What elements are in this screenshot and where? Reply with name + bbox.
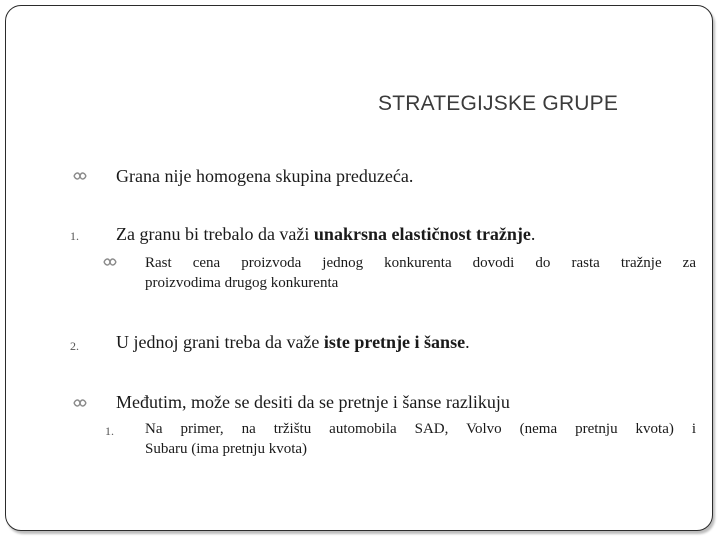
sub-item-line-2: proizvodima drugog konkurenta — [145, 275, 339, 291]
bullet-icon — [73, 171, 87, 181]
sub-item-line-2: Subaru (ima pretnju kvota) — [145, 441, 308, 457]
sub-item-line-1: Na primer, na tržištu automobila SAD, Volvo (nema pretnju kvota) i — [145, 421, 696, 437]
sub-item — [145, 419, 696, 459]
list-item-2 — [116, 224, 535, 245]
item-text: U jednoj grani treba da važe — [116, 332, 324, 352]
item-text-end: . — [465, 332, 470, 352]
list-number: 1. — [105, 424, 114, 438]
slide-title: STRATEGIJSKE GRUPE — [378, 92, 619, 115]
item-bold-text: iste pretnje i šanse — [323, 332, 466, 352]
item-bold-text: unakrsna elastičnost tražnje — [313, 224, 531, 244]
bullet-icon — [73, 398, 87, 408]
list-number: 1. — [70, 229, 79, 243]
sub-item-line-1: Rast cena proizvoda jednog konkurenta dovodi do rasta tražnje za — [145, 255, 696, 271]
list-item-4: Međutim, može se desiti da se pretnje i šanse razlikuju — [116, 392, 510, 412]
item-text-end: . — [530, 224, 536, 244]
list-item-1: Grana nije homogena skupina preduzeća. — [116, 166, 414, 186]
list-number: 2. — [70, 339, 79, 353]
list-item-3 — [116, 332, 470, 353]
sub-item — [145, 253, 696, 293]
bullet-icon — [103, 257, 117, 267]
item-text: Za granu bi trebalo da važi — [116, 224, 314, 244]
